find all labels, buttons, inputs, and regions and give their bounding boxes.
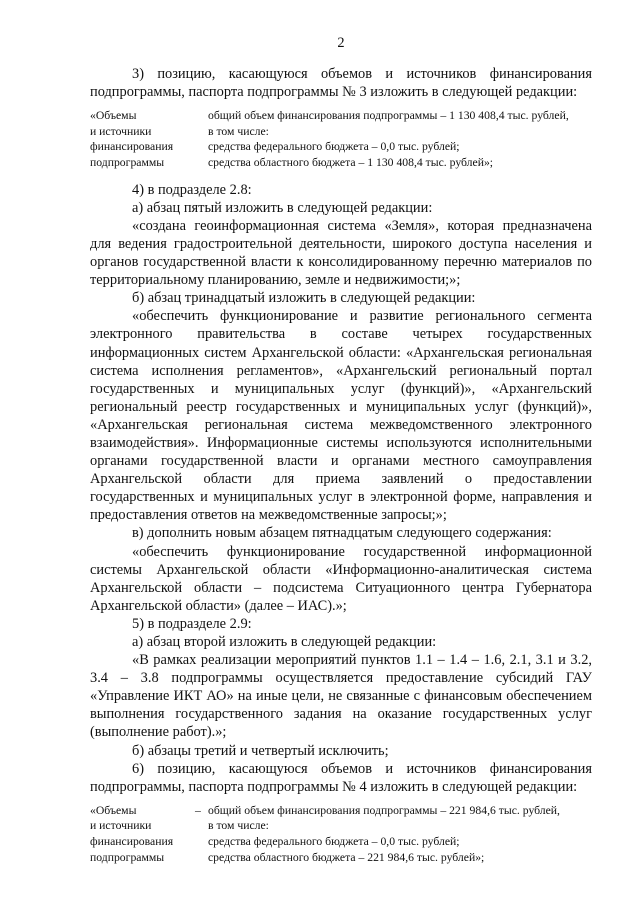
passport-3-label-line: и источники bbox=[90, 124, 152, 138]
passport-3-value-line: средства областного бюджета – 1 130 408,4 тыс. рублей»; bbox=[208, 156, 494, 170]
item-4b-intro: б) абзац тринадцатый изложить в следующей редакции: bbox=[132, 290, 476, 307]
item-5b-text: б) абзацы третий и четвертый исключить; bbox=[132, 742, 389, 759]
item-4c-intro: в) дополнить новым абзацем пятнадцатым следующего содержания: bbox=[132, 525, 552, 542]
passport-3-value-line: в том числе: bbox=[208, 124, 269, 138]
passport-table-3 bbox=[90, 108, 592, 170]
passport-3-label-line: «Объемы bbox=[90, 109, 137, 123]
passport-3-label bbox=[90, 108, 208, 170]
passport-3-label-line: финансирования bbox=[90, 140, 174, 154]
passport-4-value-line: средства федерального бюджета – 0,0 тыс. рублей; bbox=[208, 835, 460, 849]
passport-4-value-line: в том числе: bbox=[208, 819, 269, 833]
page-number: 2 bbox=[337, 35, 345, 51]
item-4c-text: «обеспечить функционирование государственной информационной системы Архангельской области «Информационно-аналитическая система Архангельской области – подсистема Ситуационного центра Губернатора Архангельской области» (далее – ИАС).»; bbox=[90, 543, 592, 614]
passport-4-value bbox=[195, 803, 592, 865]
passport-3-value bbox=[208, 108, 592, 170]
passport-4-label-line: финансирования bbox=[90, 835, 174, 849]
item-5a-intro: а) абзац второй изложить в следующей редакции: bbox=[132, 634, 437, 650]
item-4b-text: «обеспечить функционирование и развитие регионального сегмента электронного правительства в составе четырех государственных информационных систем Архангельской области: «Архангельская региональная система исполнения регламентов», «Архангельский региональный портал государственных и муниципальных услуг (функций)», «Архангельский региональный реестр государственных и муниципальных услуг (функций)», «Архангельская региональная система межведомственного электронного взаимодействия». Информационные системы используются исполнительными органами государственной власти и органами местного самоуправления Архангельской области для приема заявлений о предоставлении государственных и муниципальных услуг в электронной форме, направления и предоставления ответов на межведомственные запросы;»; bbox=[90, 308, 592, 524]
passport-4-label bbox=[90, 803, 208, 865]
item-5a-text: «В рамках реализации мероприятий пунктов 1.1 – 1.4 – 1.6, 2.1, 3.1 и 3.2, 3.4 – 3.8 подпрограммы осуществляется предоставление субсидий ГАУ «Управление ИКТ АО» на иные цели, не связанные с финансовым обеспечением выполнения государственного задания на оказание государственных услуг (выполнение работ).»; bbox=[90, 652, 592, 741]
item-6-paragraph: 6) позицию, касающуюся объемов и источников финансирования подпрограммы, паспорта подпрограммы № 4 изложить в следующей редакции: bbox=[90, 760, 592, 795]
item-3-paragraph: 3) позицию, касающуюся объемов и источников финансирования подпрограммы, паспорта подпрограммы № 3 изложить в следующей редакции: bbox=[90, 66, 592, 101]
passport-3-value-line: средства федерального бюджета – 0,0 тыс. рублей; bbox=[208, 140, 460, 154]
passport-4-value-line: общий объем финансирования подпрограммы – 221 984,6 тыс. рублей, bbox=[208, 803, 560, 817]
passport-table-4 bbox=[90, 803, 592, 865]
passport-4-label-line: подпрограммы bbox=[90, 850, 165, 864]
passport-4-label-line: и источники bbox=[90, 819, 152, 833]
passport-4-label-line: «Объемы bbox=[90, 803, 137, 817]
item-4a-intro: а) абзац пятый изложить в следующей редакции: bbox=[132, 199, 433, 216]
passport-4-value-line: средства областного бюджета – 221 984,6 тыс. рублей»; bbox=[208, 850, 485, 864]
passport-3-value-line: общий объем финансирования подпрограммы – 1 130 408,4 тыс. рублей, bbox=[208, 109, 569, 123]
item-4-header: 4) в подразделе 2.8: bbox=[132, 181, 252, 198]
item-5-header: 5) в подразделе 2.9: bbox=[132, 615, 252, 632]
item-4a-text: «создана геоинформационная система «Земля», которая предназначена для ведения градостроительной деятельности, широкого доступа населения и органов государственной власти к консолидированному перечню материалов по территориальному планированию, земле и недвижимости;»; bbox=[90, 217, 592, 289]
passport-4-dash: – bbox=[195, 803, 201, 817]
passport-3-label-line: подпрограммы bbox=[90, 156, 165, 170]
